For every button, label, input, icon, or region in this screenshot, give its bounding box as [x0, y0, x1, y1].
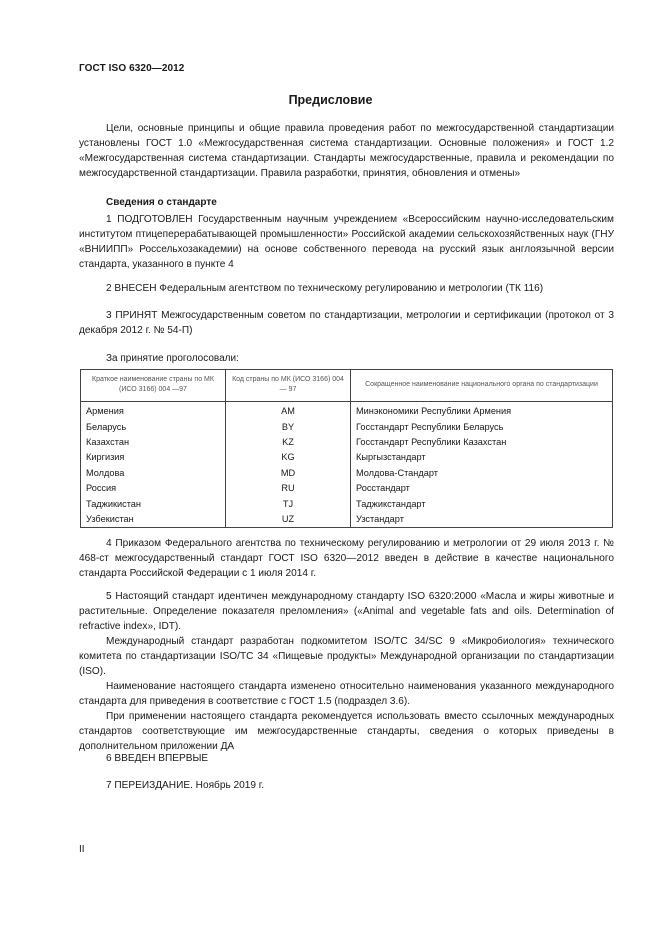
table-row [81, 466, 613, 481]
authority-cell: Узстандарт [351, 512, 613, 528]
item-1-block [79, 212, 614, 272]
code-cell: AM [226, 402, 351, 420]
item-6-block [79, 751, 614, 766]
item-6-paragraph: 6 ВВЕДЕН ВПЕРВЫЕ [106, 753, 209, 764]
country-cell: Киргизия [81, 450, 226, 465]
item-5-note-origin: Международный стандарт разработан подкомитетом ISO/TC 34/SC 9 «Микробиология» технического комитета по стандартизации ISO/TC 34 «Пищевые продукты» Международной организации по стандартизации (ISO). [79, 636, 614, 677]
table-row [81, 450, 613, 465]
code-cell: BY [226, 419, 351, 434]
authority-cell: Кыргызстандарт [351, 450, 613, 465]
table-row [81, 435, 613, 450]
intro-paragraph: Цели, основные принципы и общие правила проведения работ по межгосударственной стандартизации установлены ГОСТ 1.0 «Межгосударственная система стандартизации. Основные положения» и ГОСТ 1.2 «Межгосударственная система стандартизации. Стандарты межгосударственные, правила и рекомендации по межгосударственной стандартизации. Правила разработки, принятия, обновления и отмены» [79, 123, 614, 179]
page-number: II [79, 844, 85, 855]
authority-cell: Таджикстандарт [351, 496, 613, 511]
item-5-paragraph: 5 Настоящий стандарт идентичен международному стандарту ISO 6320:2000 «Масла и жиры животные и растительные. Определение показателя преломления» («Animal and vegetable fats and oils. Determination of refractive index», IDT). [79, 591, 614, 632]
document-code: ГОСТ ISO 6320—2012 [79, 63, 185, 74]
item-2-block [79, 281, 614, 296]
country-cell: Россия [81, 481, 226, 496]
table-row [81, 496, 613, 511]
country-cell: Беларусь [81, 419, 226, 434]
country-cell: Таджикистан [81, 496, 226, 511]
voting-table [80, 369, 613, 528]
table-row [81, 402, 613, 420]
authority-cell: Росстандарт [351, 481, 613, 496]
item-4-paragraph: 4 Приказом Федерального агентства по техническому регулированию и метрологии от 29 июля 2013 г. № 468-ст межгосударственный стандарт ГОСТ ISO 6320—2012 введен в действие в качестве национального стандарта Российской Федерации с 1 июля 2014 г. [79, 538, 614, 579]
country-cell: Молдова [81, 466, 226, 481]
page-title: Предисловие [288, 93, 373, 107]
code-cell: TJ [226, 496, 351, 511]
item-3-paragraph: 3 ПРИНЯТ Межгосударственным советом по стандартизации, метрологии и сертификации (протокол от 3 декабря 2012 г. № 54-П) [79, 310, 614, 336]
table-row [81, 512, 613, 528]
vote-label: За принятие проголосовали: [106, 353, 239, 364]
voting-table-header-row [81, 370, 613, 402]
item-5-block [79, 589, 614, 754]
authority-cell: Минэкономики Республики Армения [351, 402, 613, 420]
section-heading: Сведения о стандарте [106, 197, 217, 208]
code-cell: UZ [226, 512, 351, 528]
authority-cell: Госстандарт Республики Казахстан [351, 435, 613, 450]
intro-paragraph-block [79, 121, 614, 181]
authority-cell: Молдова-Стандарт [351, 466, 613, 481]
code-cell: KG [226, 450, 351, 465]
country-cell: Казахстан [81, 435, 226, 450]
item-5-note-references: При применении настоящего стандарта рекомендуется использовать вместо ссылочных международных стандартов соответствующие им межгосударственные стандарты, сведения о которых приведены в дополнительном приложении ДА [79, 711, 614, 752]
item-3-block [79, 308, 614, 338]
item-5-note-title: Наименование настоящего стандарта изменено относительно наименования указанного международного стандарта для приведения в соответствие с ГОСТ 1.5 (подраздел 3.6). [79, 681, 614, 707]
country-cell: Узбекистан [81, 512, 226, 528]
code-cell: RU [226, 481, 351, 496]
item-2-paragraph: 2 ВНЕСЕН Федеральным агентством по техническому регулированию и метрологии (ТК 116) [106, 283, 544, 294]
country-cell: Армения [81, 402, 226, 420]
table-row [81, 419, 613, 434]
table-row [81, 481, 613, 496]
item-7-block [79, 778, 614, 793]
item-4-block [79, 536, 614, 581]
column-header-country: Краткое наименование страны по МК (ИСО 3166) 004 —97 [81, 370, 226, 402]
code-cell: KZ [226, 435, 351, 450]
item-7-paragraph: 7 ПЕРЕИЗДАНИЕ. Ноябрь 2019 г. [106, 780, 265, 791]
item-1-paragraph: 1 ПОДГОТОВЛЕН Государственным научным учреждением «Всероссийским научно-исследовательским институтом птицеперерабатывающей промышленности» Российской академии сельскохозяйственных наук (ГНУ «ВНИИПП» Россельхозакадемии) на основе собственного перевода на русский язык англоязычной версии стандарта, указанного в пункте 4 [79, 214, 614, 270]
code-cell: MD [226, 466, 351, 481]
column-header-code: Код страны по МК (ИСО 3166) 004 — 97 [226, 370, 351, 402]
column-header-authority: Сокращенное наименование национального органа по стандартизации [351, 370, 613, 402]
authority-cell: Госстандарт Республики Беларусь [351, 419, 613, 434]
